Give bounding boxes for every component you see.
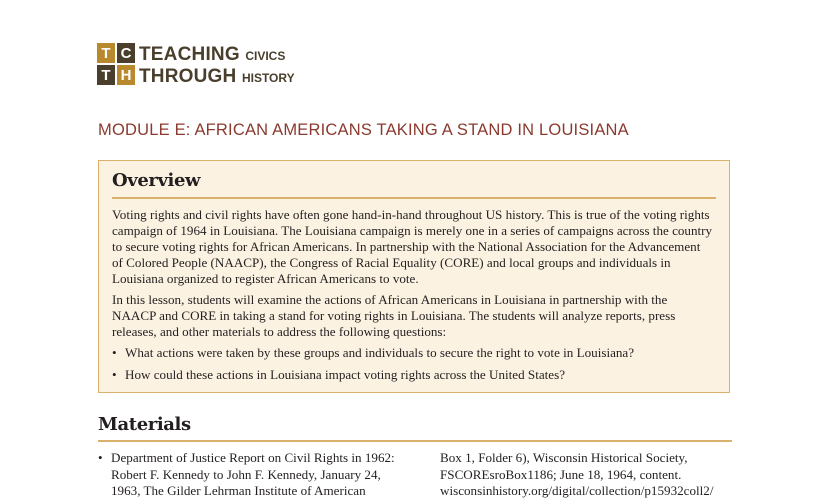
materials-link-line[interactable]: wisconsinhistory.org/digital/collection/p15932coll2/ — [440, 483, 714, 498]
materials-left-column — [98, 450, 398, 500]
logo-word-civics: CIVICS — [245, 49, 286, 63]
module-title: MODULE E: AFRICAN AMERICANS TAKING A STAND IN LOUISIANA — [98, 121, 629, 139]
overview-paragraph-1: Voting rights and civil rights have often gone hand-in-hand throughout US history. This is true of the voting rights campaign of 1964 in Louisiana. The Louisiana campaign is merely one in a series of campaigns across the country to secure voting rights for African Americans. In partnership with the National Association for the Advancement of Colored People (NAACP), the Congress of Racial Equality (CORE) and local groups and individuals in Louisiana organized to register African Americans to vote. — [112, 207, 713, 286]
overview-questions-list — [112, 345, 714, 383]
logo-tile-c: C — [117, 43, 135, 63]
overview-box — [98, 160, 730, 393]
materials-heading-rule — [98, 440, 732, 442]
materials-right-column — [440, 450, 732, 500]
logo-tile-h: H — [117, 65, 135, 85]
materials-line: • Department of Justice Report on Civil Rights in 1962: — [111, 450, 395, 465]
logo-word-teaching: TEACHING — [139, 44, 240, 65]
overview-question-2: • How could these actions in Louisiana impact voting rights across the United States? — [112, 367, 714, 383]
overview-body — [112, 207, 714, 389]
materials-line: FSCOREsroBox1186; June 18, 1964, content. — [440, 466, 682, 482]
overview-heading: Overview — [112, 170, 201, 191]
overview-paragraph-2: In this lesson, students will examine the actions of African Americans in Louisiana in partnership with the NAACP and CORE in taking a stand for voting rights in Louisiana. The students will analyze reports, press releases, and other materials to address the following questions: — [112, 292, 676, 339]
logo-tile-t2: T — [97, 65, 115, 85]
logo-word-through: THROUGH — [139, 66, 237, 87]
materials-heading: Materials — [98, 414, 191, 435]
logo-tile-t1: T — [97, 43, 115, 63]
logo-word-history: HISTORY — [241, 71, 295, 85]
logo-line-1 — [139, 45, 285, 64]
materials-list — [98, 450, 398, 500]
materials-line: Box 1, Folder 6), Wisconsin Historical Society, — [440, 450, 688, 465]
materials-line: Robert F. Kennedy to John F. Kennedy, January 24, — [111, 466, 381, 482]
teaching-civics-through-history-logo — [97, 43, 295, 87]
materials-item-doj-report — [98, 450, 398, 500]
logo-tiles — [97, 43, 135, 87]
overview-question-1: • What actions were taken by these groups and individuals to secure the right to vote in Louisiana? — [112, 345, 714, 361]
materials-line: 1963, The Gilder Lehrman Institute of American — [111, 483, 366, 498]
logo-line-2 — [139, 67, 295, 86]
overview-heading-rule — [112, 197, 716, 199]
